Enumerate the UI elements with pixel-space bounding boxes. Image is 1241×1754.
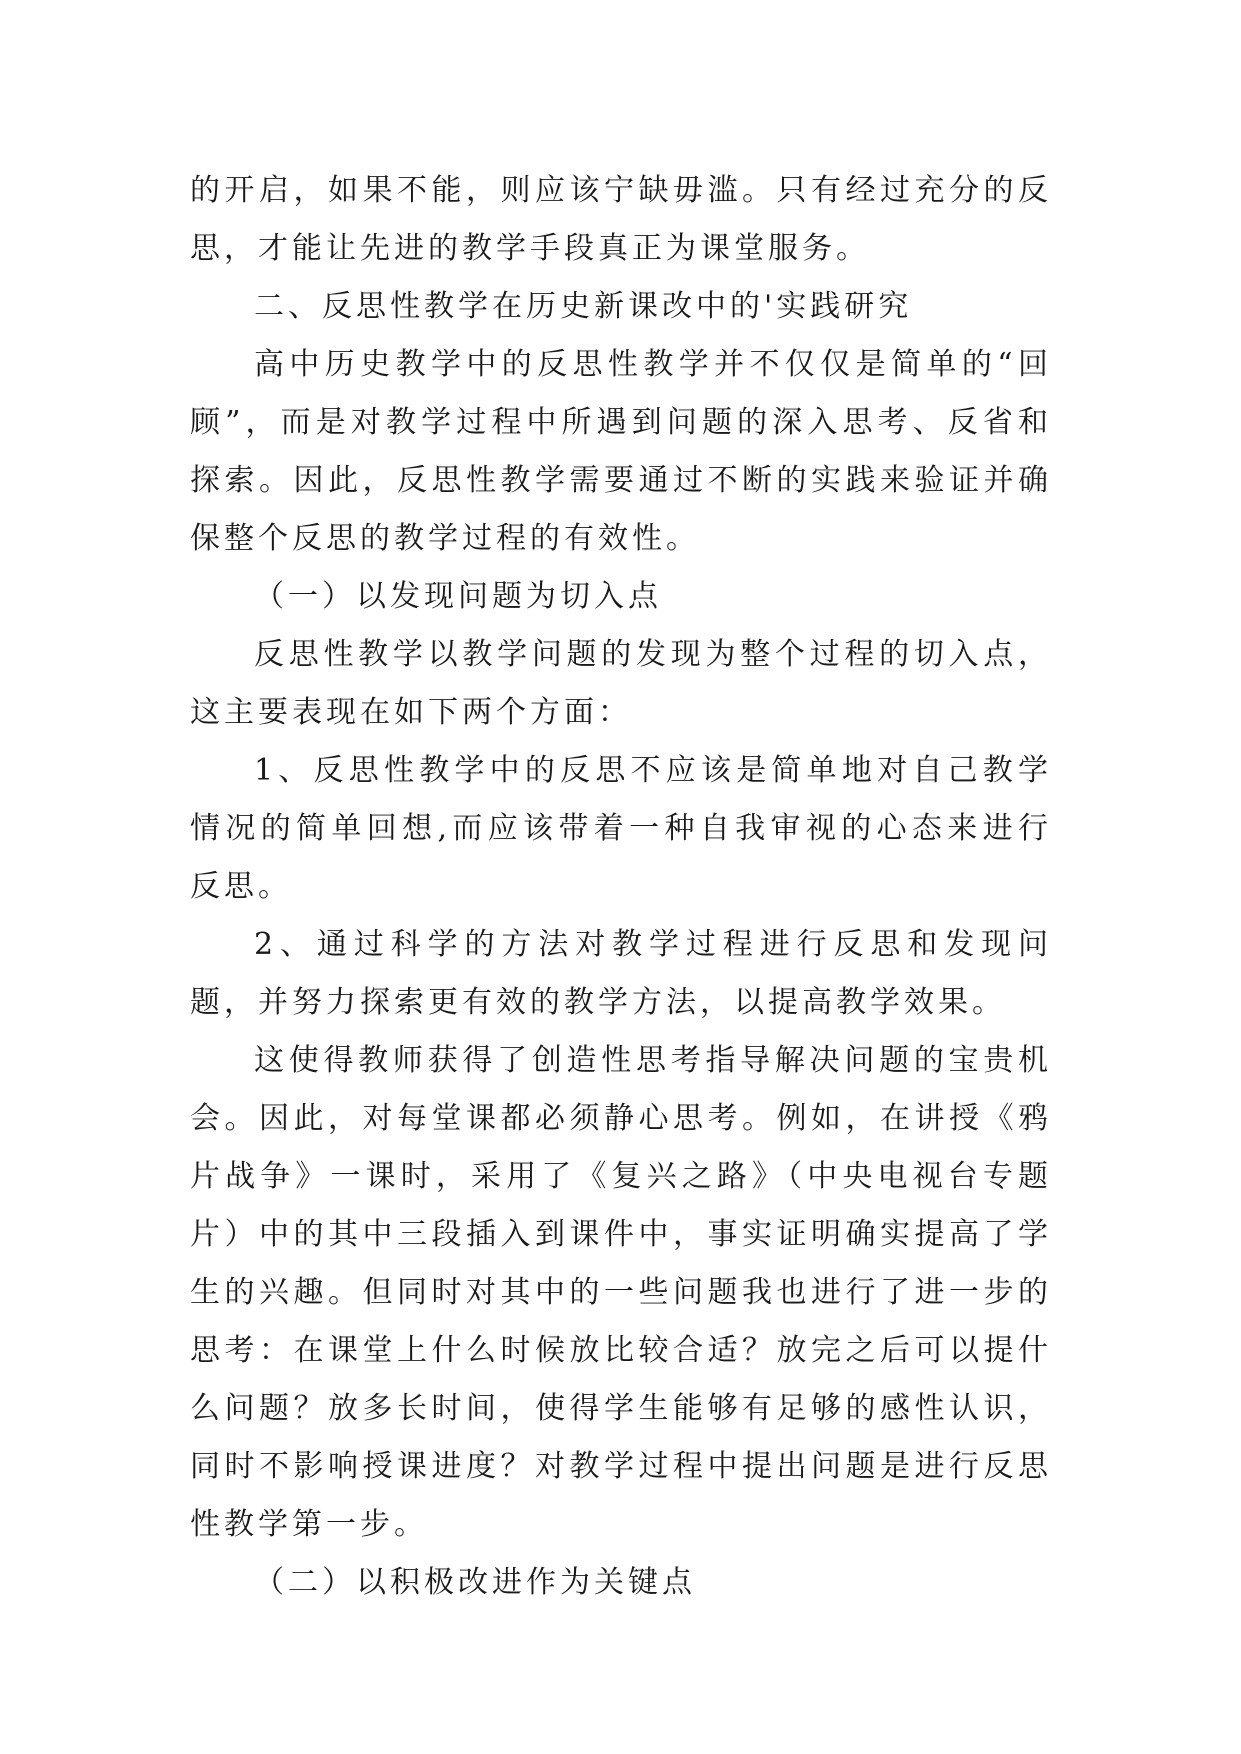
- body-paragraph: 这使得教师获得了创造性思考指导解决问题的宝贵机会。因此，对每堂课都必须静心思考。例如，在讲授《鸦片战争》一课时，采用了《复兴之路》（中央电视台专题片）中的其中三段插入到课件中，事实证明确实提高了学生的兴趣。但同时对其中的一些问题我也进行了进一步的思考：在课堂上什么时候放比较合适？放完之后可以提什么问题？放多长时间，使得学生能够有足够的感性认识，同时不影响授课进度？对教学过程中提出问题是进行反思性教学第一步。: [190, 1043, 1052, 1542]
- subsection-heading: （一）以发现问题为切入点: [254, 579, 662, 614]
- list-item-paragraph: 1、反思性教学中的反思不应该是简单地对自己教学情况的简单回想,而应该带着一种自我审视的心态来进行反思。: [190, 753, 1052, 904]
- subsection-heading: （二）以积极改进作为关键点: [254, 1565, 696, 1600]
- document-page: [190, 162, 1052, 1612]
- body-paragraph: 反思性教学以教学问题的发现为整个过程的切入点，这主要表现在如下两个方面：: [190, 637, 1052, 730]
- list-item-paragraph: 2、通过科学的方法对教学过程进行反思和发现问题，并努力探索更有效的教学方法，以提高教学效果。: [190, 927, 1052, 1020]
- paragraph-continued: 的开启，如果不能，则应该宁缺毋滥。只有经过充分的反思，才能让先进的教学手段真正为课堂服务。: [190, 173, 1052, 266]
- body-paragraph: 高中历史教学中的反思性教学并不仅仅是简单的“回顾”，而是对教学过程中所遇到问题的深入思考、反省和探索。因此，反思性教学需要通过不断的实践来验证并确保整个反思的教学过程的有效性。: [190, 347, 1052, 556]
- section-heading: 二、反思性教学在历史新课改中的'实践研究: [254, 289, 913, 324]
